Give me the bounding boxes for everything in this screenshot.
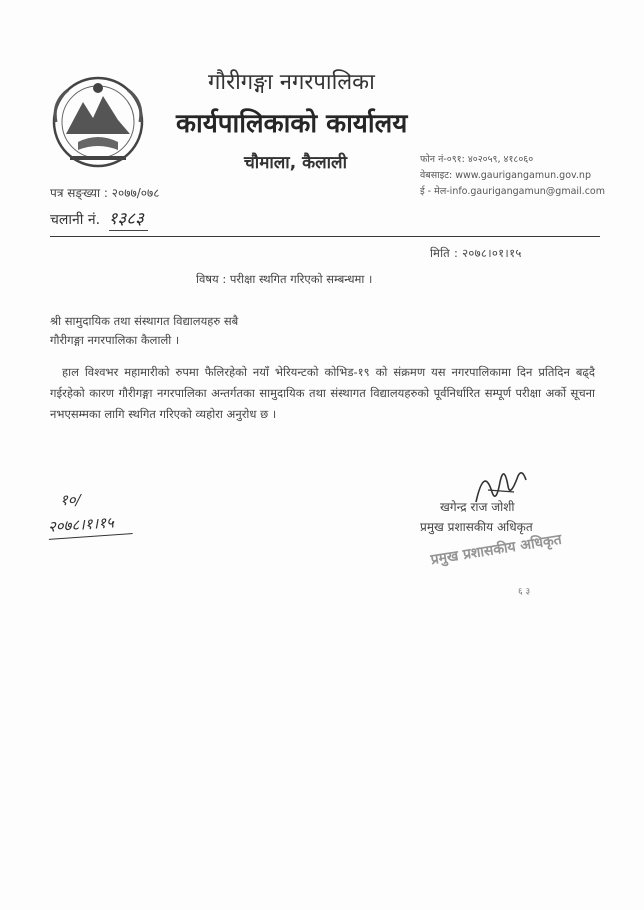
- office-location: चौमाला, कैलाली: [244, 153, 347, 173]
- contact-phone: फोन नं-०९१: ४०२०५९, ४१८०६०: [420, 154, 534, 165]
- org-name: गौरीगङ्गा नगरपालिका: [208, 70, 375, 95]
- contact-website: वेबसाइट: www.gaurigangamun.gov.np: [420, 170, 591, 181]
- letter-date: मिति : २०७८।०१।१५: [430, 246, 522, 260]
- recipient-line-1: श्री सामुदायिक तथा संस्थागत विद्यालयहरु सबै: [50, 314, 239, 328]
- handwritten-date: २०७८।१।१५: [47, 511, 132, 540]
- official-stamp: प्रमुख प्रशासकीय अधिकृत: [429, 531, 563, 569]
- signatory-name: खगेन्द्र राज जोशी: [440, 500, 515, 514]
- signatory-title: प्रमुख प्रशासकीय अधिकृत: [420, 520, 533, 534]
- dispatch-number: १३८३: [109, 209, 148, 231]
- dispatch-number-line: [50, 206, 148, 229]
- contact-email: ई - मेल-info.gaurigangamun@gmail.com: [420, 186, 605, 197]
- handwritten-initials: १०/: [60, 491, 81, 509]
- letter-number: पत्र सङ्ख्या : २०७७/०७८: [50, 186, 160, 200]
- header-divider: [50, 236, 600, 237]
- recipient-line-2: गौरीगङ्गा नगरपालिका कैलाली ।: [50, 333, 180, 347]
- letter-subject: विषय : परीक्षा स्थगित गरिएको सम्बन्धमा ।: [196, 272, 373, 286]
- nepal-emblem-icon: [48, 72, 148, 172]
- office-title: कार्यपालिकाको कार्यालय: [176, 109, 408, 139]
- dispatch-label: चलानी नं.: [50, 212, 101, 228]
- letter-body: हाल विश्वभर महामारीको रुपमा फैलिरहेको नयाँ भेरियन्टको कोभिड-१९ को संक्रमण यस नगरपालिकामा दिन प्रतिदिन बढ्दै गईरहेको कारण गौरीगङ्गा नगरपालिका अन्तर्गतका सामुदायिक तथा संस्थागत विद्यालयहरुको पूर्वनिर्धारित सम्पूर्ण परीक्षा अर्को सूचना नभएसम्मका लागि स्थगित गरिएको व्यहोरा अनुरोध छ ।: [50, 365, 595, 421]
- marginal-note: ६ ३: [518, 587, 531, 597]
